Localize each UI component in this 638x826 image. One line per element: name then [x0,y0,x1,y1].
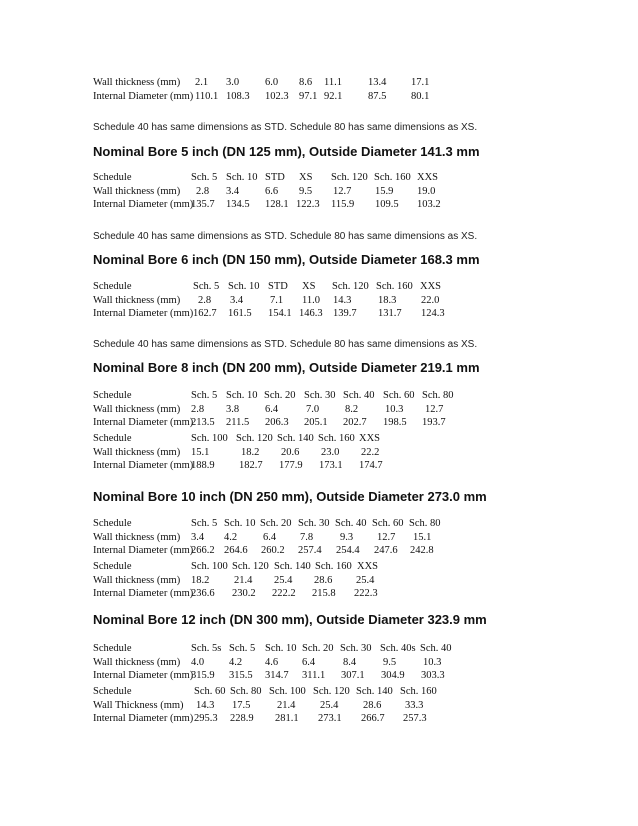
table-cell: 139.7 [333,308,357,319]
table-cell: 315.5 [229,670,253,681]
table-cell: Sch. 40 [343,390,375,401]
table-cell: 222.2 [272,588,296,599]
table-cell: 28.6 [314,574,333,586]
row-label: Wall thickness (mm) [93,294,181,306]
table-cell: Sch. 80 [422,390,454,401]
table-cell: 295.3 [194,713,218,724]
table-cell: 2.8 [196,185,210,197]
table-cell: Sch. 10 [224,518,256,529]
table-cell: Sch. 100 [269,686,306,697]
row-label: Internal Diameter (mm) [93,545,194,556]
table-cell: 9.5 [299,185,313,197]
table-cell: 18.2 [241,446,260,458]
table-cell: 12.7 [425,403,444,415]
table-cell: 108.3 [226,90,250,102]
table-cell: 3.4 [191,531,205,543]
table-cell: 18.2 [191,574,210,586]
table-cell: 8.4 [343,656,357,668]
table-cell: Sch. 10 [226,172,258,183]
table-cell: Sch. 40s [380,643,416,654]
section-heading: Nominal Bore 10 inch (DN 250 mm), Outside Diameter 273.0 mm [93,489,487,504]
table-cell: 124.3 [421,308,445,319]
table-cell: 254.4 [336,545,360,556]
table-cell: 257.4 [298,545,322,556]
table-cell: Sch. 20 [260,518,292,529]
table-cell: 228.9 [230,713,254,724]
table-cell: Sch. 10 [228,281,260,292]
table-cell: 4.2 [229,656,243,668]
table-cell: 205.1 [304,417,328,428]
row-label: Wall Thickness (mm) [93,699,184,711]
table-cell: XXS [357,561,379,572]
table-cell: Sch. 160 [318,433,355,444]
table-cell: 206.3 [265,417,289,428]
table-cell: 3.4 [226,185,240,197]
table-cell: 25.4 [356,574,375,586]
row-label: Internal Diameter (mm) [93,417,194,428]
table-cell: 11.1 [324,77,342,88]
table-cell: 17.5 [232,699,251,711]
schedule-note: Schedule 40 has same dimensions as STD. Schedule 80 has same dimensions as XS. [93,339,478,350]
section-heading: Nominal Bore 12 inch (DN 300 mm), Outside Diameter 323.9 mm [93,612,487,627]
table-cell: 281.1 [275,713,299,724]
table-cell: XXS [359,433,381,444]
table-cell: 14.3 [333,294,352,306]
table-cell: XXS [420,281,442,292]
table-cell: 80.1 [411,90,430,102]
table-cell: 128.1 [265,199,289,210]
table-cell: Sch. 60 [372,518,404,529]
table-cell: Sch. 100 [191,561,228,572]
table-cell: Sch. 140 [277,433,314,444]
table-cell: Sch. 30 [304,390,336,401]
table-cell: 4.0 [191,656,205,668]
table-cell: 6.0 [265,77,279,88]
table-cell: 3.0 [226,77,240,88]
row-label: Internal Diameter (mm) [93,670,194,681]
table-cell: Sch. 120 [313,686,350,697]
table-cell: 103.2 [417,199,441,210]
row-label: Internal Diameter (mm) [93,460,194,471]
table-cell: 146.3 [299,308,323,319]
table-cell: 21.4 [234,574,253,586]
table-cell: 135.7 [191,199,215,210]
row-label: Internal Diameter (mm) [93,308,194,319]
row-label: Schedule [93,643,132,654]
table-cell: Sch. 5 [191,518,218,529]
table-cell: Sch. 5 [191,390,218,401]
table-cell: 257.3 [403,713,427,724]
table-cell: STD [265,172,285,183]
table-cell: Sch. 20 [264,390,296,401]
table-cell: 311.1 [302,670,326,681]
table-cell: Sch. 40 [335,518,367,529]
table-cell: 4.6 [265,656,279,668]
table-cell: 10.3 [385,403,404,415]
table-cell: STD [268,281,288,292]
table-cell: Sch. 160 [315,561,352,572]
table-cell: XS [299,172,313,183]
table-cell: 6.6 [265,185,279,197]
table-cell: Sch. 80 [409,518,441,529]
table-cell: Sch. 30 [298,518,330,529]
table-cell: Sch. 30 [340,643,372,654]
table-cell: Sch. 60 [194,686,226,697]
schedule-note: Schedule 40 has same dimensions as STD. Schedule 80 has same dimensions as XS. [93,231,478,242]
table-cell: 25.4 [274,574,293,586]
table-cell: 273.1 [318,713,342,724]
table-cell: Sch. 10 [265,643,297,654]
row-label: Schedule [93,561,132,572]
table-cell: 22.0 [421,294,440,306]
table-cell: 174.7 [359,460,383,471]
table-cell: 2.8 [191,403,205,415]
table-cell: 8.2 [345,403,359,415]
table-cell: 162.7 [193,308,217,319]
table-cell: 23.0 [321,446,340,458]
table-cell: 182.7 [239,460,263,471]
row-label: Schedule [93,433,132,444]
row-label: Schedule [93,281,132,292]
table-cell: 11.0 [302,294,320,306]
table-cell: 21.4 [277,699,296,711]
table-cell: 17.1 [411,77,430,88]
table-cell: 304.9 [381,670,405,681]
table-cell: Sch. 10 [226,390,258,401]
schedule-note: Schedule 40 has same dimensions as STD. Schedule 80 has same dimensions as XS. [93,122,478,133]
table-cell: 7.0 [306,403,320,415]
table-cell: 260.2 [261,545,285,556]
row-label: Internal Diameter (mm) [93,199,194,210]
table-cell: 110.1 [195,90,219,102]
table-cell: 12.7 [377,531,396,543]
table-cell: 314.7 [265,670,289,681]
table-cell: Sch. 140 [356,686,393,697]
table-cell: 2.8 [198,294,212,306]
table-cell: 266.7 [361,713,385,724]
table-cell: Sch. 140 [274,561,311,572]
row-label: Wall thickness (mm) [93,574,181,586]
table-cell: 266.2 [191,545,215,556]
row-label: Internal Diameter (mm) [93,713,194,724]
table-cell: 87.5 [368,90,387,102]
table-cell: 236.6 [191,588,215,599]
section-heading: Nominal Bore 5 inch (DN 125 mm), Outside Diameter 141.3 mm [93,144,480,159]
table-cell: 303.3 [421,670,445,681]
table-cell: Sch. 5s [191,643,222,654]
row-label: Schedule [93,390,132,401]
table-cell: Sch. 5 [193,281,220,292]
table-cell: 9.3 [340,531,354,543]
table-cell: 242.8 [410,545,434,556]
table-cell: 7.1 [270,294,284,306]
table-cell: 9.5 [383,656,397,668]
table-cell: Sch. 160 [400,686,437,697]
row-label: Schedule [93,518,132,529]
table-cell: 4.2 [224,531,238,543]
table-cell: Sch. 100 [191,433,228,444]
table-cell: 6.4 [265,403,279,415]
row-label: Wall thickness (mm) [93,531,181,543]
table-cell: 12.7 [333,185,352,197]
table-cell: 102.3 [265,90,289,102]
table-cell: 161.5 [228,308,252,319]
table-cell: 222.3 [354,588,378,599]
table-cell: Sch. 80 [230,686,262,697]
table-cell: XS [302,281,316,292]
table-cell: 230.2 [232,588,256,599]
table-cell: XXS [417,172,439,183]
table-cell: 198.5 [383,417,407,428]
table-cell: 2.1 [195,77,209,88]
table-cell: 3.8 [226,403,240,415]
table-cell: 202.7 [343,417,367,428]
table-cell: 134.5 [226,199,250,210]
row-label: Schedule [93,172,132,183]
row-label: Wall thickness (mm) [93,446,181,458]
table-cell: 213.5 [191,417,215,428]
table-cell: 307.1 [341,670,365,681]
table-cell: 264.6 [224,545,248,556]
table-cell: 6.4 [263,531,277,543]
table-cell: 92.1 [324,90,343,102]
table-cell: 25.4 [320,699,339,711]
table-cell: 22.2 [361,446,380,458]
table-cell: Sch. 5 [229,643,256,654]
table-cell: 20.6 [281,446,300,458]
table-cell: 3.4 [230,294,244,306]
table-cell: 193.7 [422,417,446,428]
table-cell: 7.8 [300,531,314,543]
table-cell: 15.1 [413,531,432,543]
table-cell: Sch. 120 [331,172,368,183]
table-cell: Sch. 120 [232,561,269,572]
section-heading: Nominal Bore 8 inch (DN 200 mm), Outside Diameter 219.1 mm [93,360,480,375]
table-cell: 109.5 [375,199,399,210]
row-label: Wall thickness (mm) [93,403,181,415]
table-cell: 177.9 [279,460,303,471]
row-label: Wall thickness (mm) [93,185,181,197]
table-cell: Sch. 40 [420,643,452,654]
table-cell: 115.9 [331,199,355,210]
table-cell: 154.1 [268,308,292,319]
table-cell: 131.7 [378,308,402,319]
table-cell: 19.0 [417,185,436,197]
row-label: Wall thickness (mm) [93,77,181,88]
table-cell: Sch. 60 [383,390,415,401]
table-cell: 33.3 [405,699,424,711]
table-cell: 122.3 [296,199,320,210]
row-label: Internal Diameter (mm) [93,588,194,599]
table-cell: Sch. 120 [332,281,369,292]
table-cell: Sch. 160 [374,172,411,183]
table-cell: 215.8 [312,588,336,599]
table-cell: Sch. 160 [376,281,413,292]
table-cell: 18.3 [378,294,397,306]
table-cell: 14.3 [196,699,215,711]
table-cell: 188.9 [191,460,215,471]
table-cell: 6.4 [302,656,316,668]
row-label: Wall thickness (mm) [93,656,181,668]
table-cell: Sch. 5 [191,172,218,183]
table-cell: 10.3 [423,656,442,668]
section-heading: Nominal Bore 6 inch (DN 150 mm), Outside Diameter 168.3 mm [93,252,480,267]
table-cell: 247.6 [374,545,398,556]
row-label: Schedule [93,686,132,697]
table-cell: Sch. 20 [302,643,334,654]
row-label: Internal Diameter (mm) [93,90,194,102]
table-cell: 15.9 [375,185,394,197]
table-cell: 13.4 [368,77,387,88]
table-cell: 8.6 [299,77,313,88]
table-cell: 173.1 [319,460,343,471]
table-cell: 97.1 [299,90,318,102]
table-cell: 315.9 [191,670,215,681]
table-cell: Sch. 120 [236,433,273,444]
table-cell: 15.1 [191,446,210,458]
table-cell: 211.5 [226,417,250,428]
table-cell: 28.6 [363,699,382,711]
